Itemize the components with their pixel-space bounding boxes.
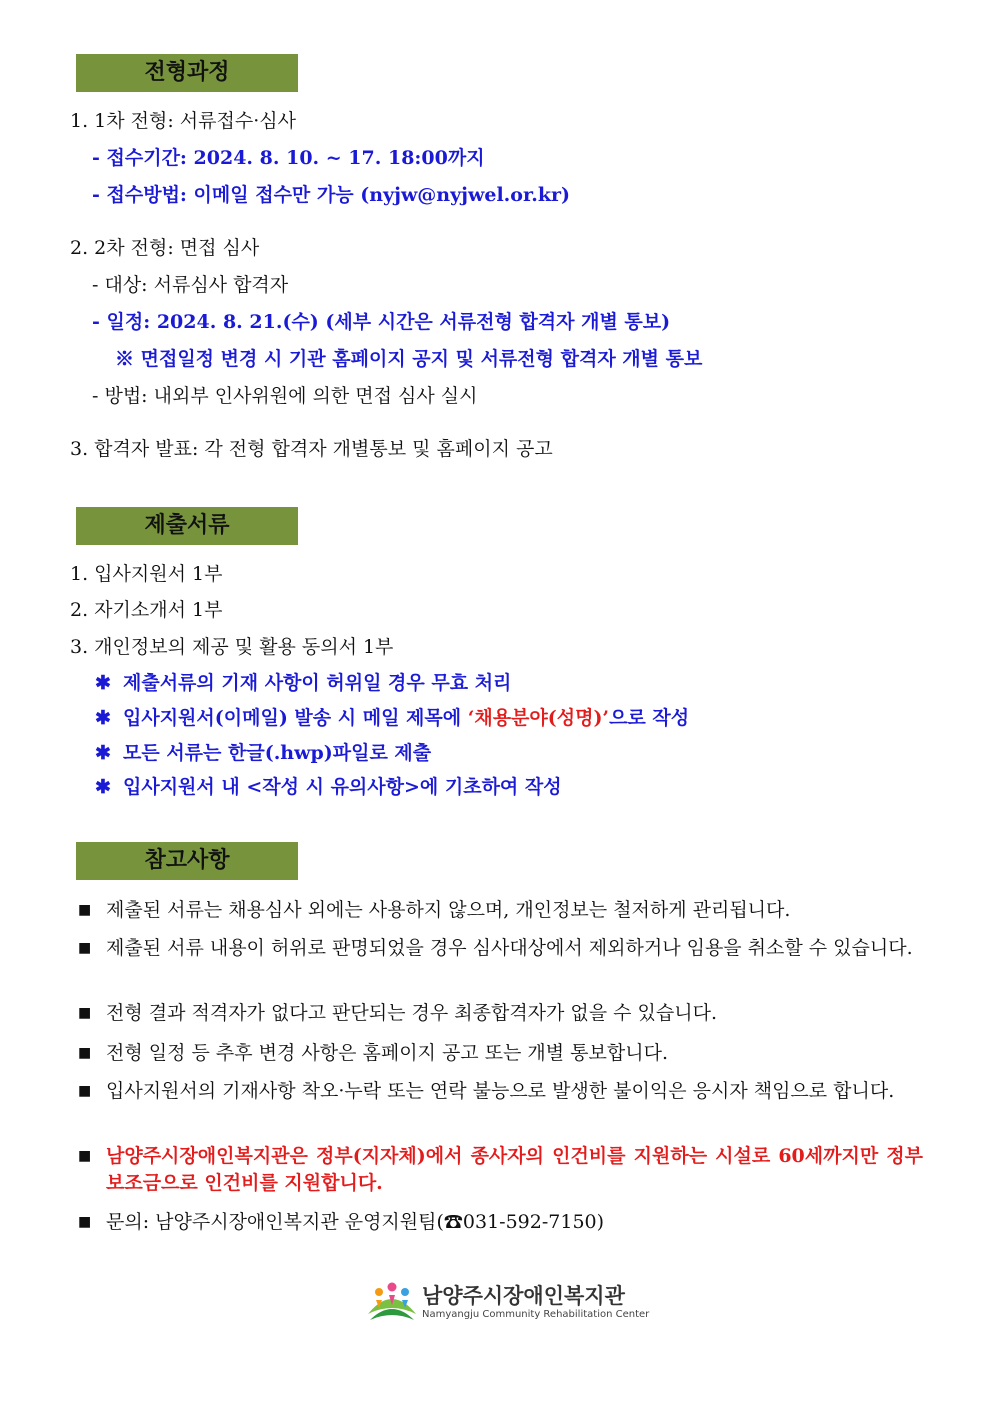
square-bullet-icon: ■ <box>78 1005 92 1021</box>
section-header-selection-process: 전형과정 <box>76 54 298 92</box>
document-item: 1. 입사지원서 1부 <box>70 563 223 585</box>
document-note: ✱ 제출서류의 기재 사항이 허위일 경우 무효 처리 <box>95 672 512 694</box>
reference-note-contact: ■ 문의: 남양주시장애인복지관 운영지원팀(☎031-592-7150) <box>78 1209 923 1236</box>
stage2-target: - 대상: 서류심사 합격자 <box>92 274 289 296</box>
asterisk-icon: ✱ <box>95 776 111 798</box>
asterisk-icon: ✱ <box>95 707 111 729</box>
document-note: ✱ 모든 서류는 한글(.hwp)파일로 제출 <box>95 742 432 764</box>
reference-note-highlight: ■ 남양주시장애인복지관은 정부(지자체)에서 종사자의 인건비를 지원하는 시설로 60세까지만 정부 보조금으로 인건비를 지원합니다. <box>78 1145 923 1194</box>
document-item: 3. 개인정보의 제공 및 활용 동의서 1부 <box>70 636 394 658</box>
stage2-method: - 방법: 내외부 인사위원에 의한 면접 심사 실시 <box>92 385 478 407</box>
square-bullet-icon: ■ <box>78 940 92 956</box>
reference-note: ■ 입사지원서의 기재사항 착오·누락 또는 연락 불능으로 발생한 불이익은 응시자 책임으로 합니다. <box>78 1078 923 1105</box>
document-note: ✱ 입사지원서(이메일) 발송 시 메일 제목에 ‘채용분야(성명)’으로 작성 <box>95 707 690 729</box>
square-bullet-icon: ■ <box>78 1045 92 1061</box>
document-item: 2. 자기소개서 1부 <box>70 599 223 621</box>
reference-note: ■ 전형 일정 등 추후 변경 사항은 홈페이지 공고 또는 개별 통보합니다. <box>78 1040 923 1067</box>
square-bullet-icon: ■ <box>78 1214 92 1230</box>
stage1-heading: 1. 1차 전형: 서류접수·심사 <box>70 110 296 132</box>
reference-note: ■ 제출된 서류 내용이 허위로 판명되었을 경우 심사대상에서 제외하거나 임용을 취소할 수 있습니다. <box>78 935 923 962</box>
square-bullet-icon: ■ <box>78 1083 92 1099</box>
document-note: ✱ 입사지원서 내 <작성 시 유의사항>에 기초하여 작성 <box>95 776 562 798</box>
organization-logo <box>366 1280 650 1328</box>
stage2-heading: 2. 2차 전형: 면접 심사 <box>70 237 260 259</box>
square-bullet-icon: ■ <box>78 1148 92 1164</box>
stage1-period: - 접수기간: 2024. 8. 10. ~ 17. 18:00까지 <box>92 147 485 169</box>
asterisk-icon: ✱ <box>95 672 111 694</box>
logo-english-name: Namyangju Community Rehabilitation Center <box>422 1309 650 1320</box>
reference-note: ■ 제출된 서류는 채용심사 외에는 사용하지 않으며, 개인정보는 철저하게 관리됩니다. <box>78 897 923 924</box>
stage2-note: ※ 면접일정 변경 시 기관 홈페이지 공지 및 서류전형 합격자 개별 통보 <box>115 348 703 370</box>
reference-note: ■ 전형 결과 적격자가 없다고 판단되는 경우 최종합격자가 없을 수 있습니다. <box>78 1000 923 1027</box>
section-header-notes: 참고사항 <box>76 842 298 880</box>
result-announcement: 3. 합격자 발표: 각 전형 합격자 개별통보 및 홈페이지 공고 <box>70 438 553 460</box>
stage2-date: - 일정: 2024. 8. 21.(수) (세부 시간은 서류전형 합격자 개별 통보) <box>92 311 671 333</box>
section-header-documents: 제출서류 <box>76 507 298 545</box>
stage1-method: - 접수방법: 이메일 접수만 가능 (nyjw@nyjwel.or.kr) <box>92 184 571 206</box>
logo-emblem-icon <box>366 1280 418 1328</box>
logo-name: 남양주시장애인복지관 <box>422 1284 625 1308</box>
square-bullet-icon: ■ <box>78 902 92 918</box>
asterisk-icon: ✱ <box>95 742 111 764</box>
